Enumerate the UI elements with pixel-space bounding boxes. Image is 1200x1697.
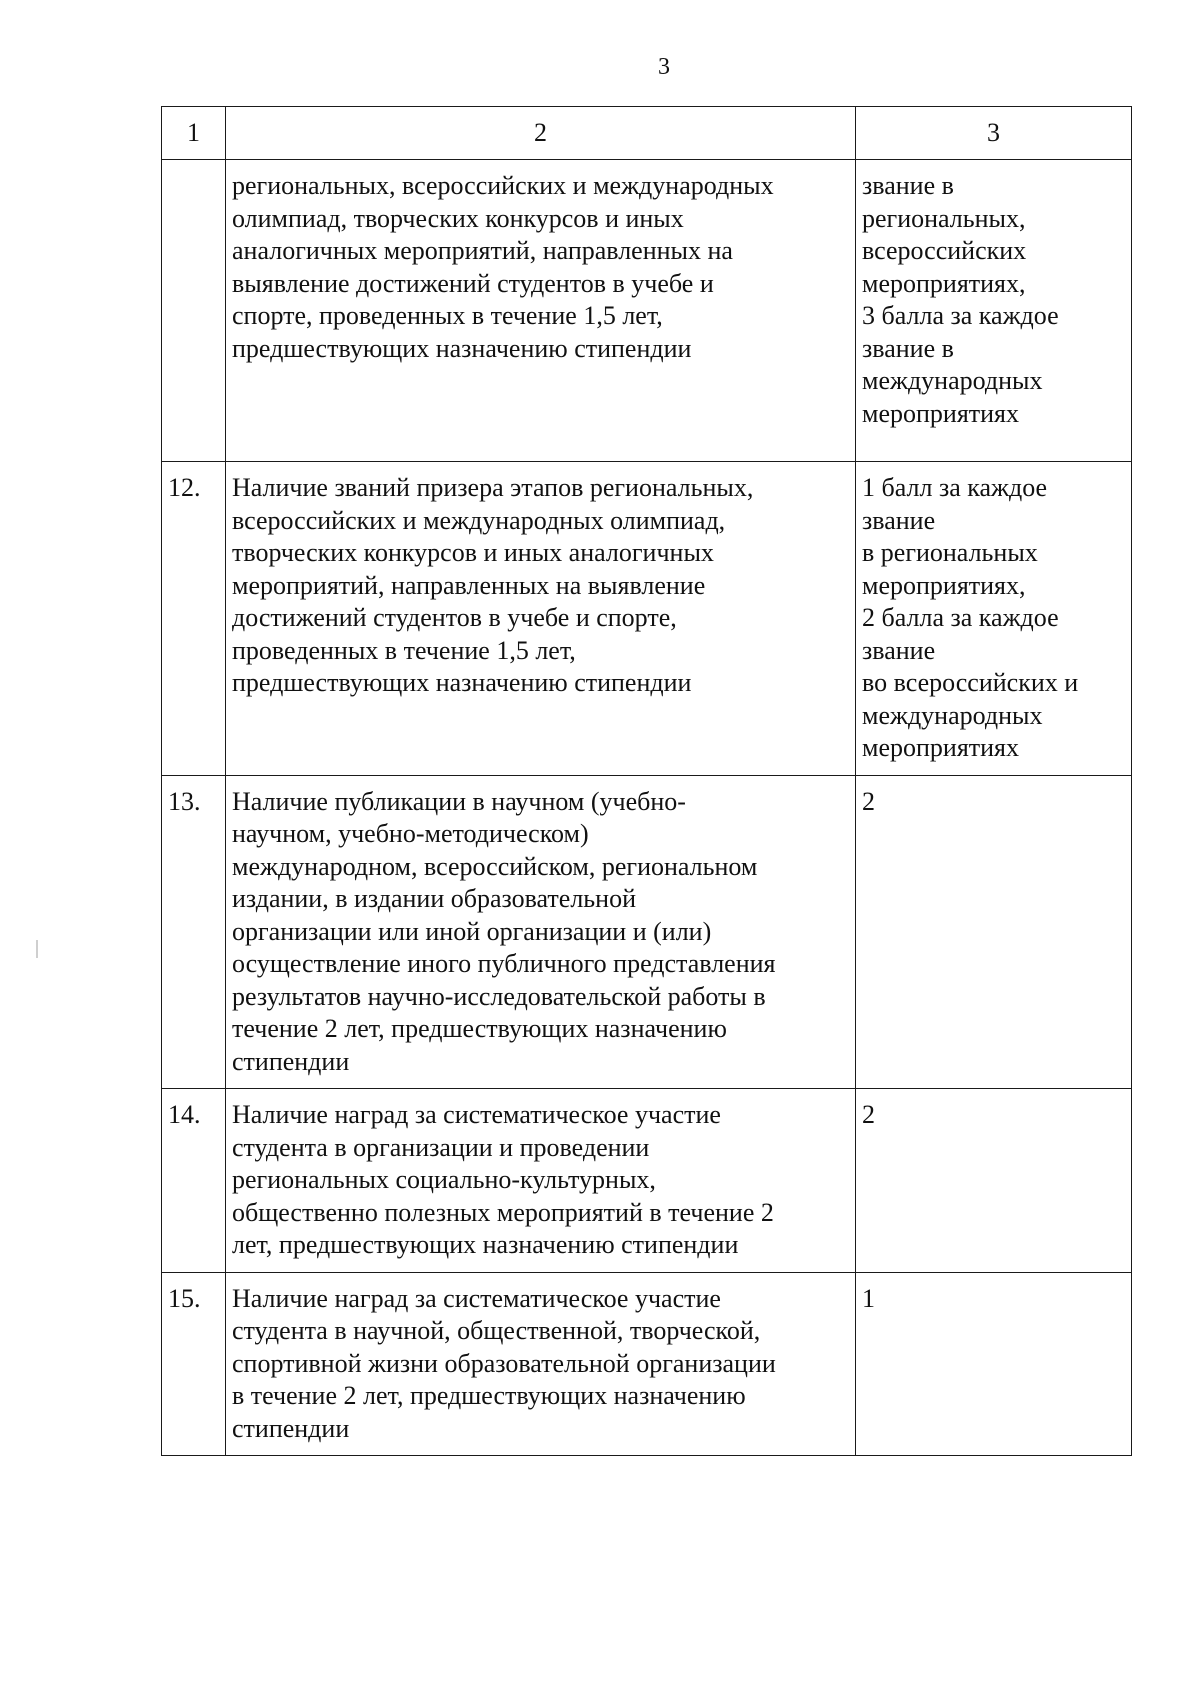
- row-number: 15.: [162, 1272, 226, 1456]
- header-cell-2: 2: [226, 107, 856, 160]
- row-description: Наличие званий призера этапов региональных, всероссийских и международных олимпиад, творческих конкурсов и иных аналогичных мероприятий, направленных на выявление достижений студентов в учебе и спорте, проведенных в течение 1,5 лет, предшествующих назначению стипендии: [226, 462, 856, 776]
- row-score: 2: [856, 775, 1132, 1089]
- table-row: [162, 775, 1132, 1089]
- row-description: Наличие наград за систематическое участие студента в организации и проведении региональных социально-культурных, общественно полезных мероприятий в течение 2 лет, предшествующих назначению стипендии: [226, 1089, 856, 1273]
- header-cell-1: 1: [162, 107, 226, 160]
- criteria-table: [161, 106, 1132, 1456]
- row-description: региональных, всероссийских и международных олимпиад, творческих конкурсов и иных аналогичных мероприятий, направленных на выявление достижений студентов в учебе и спорте, проведенных в течение 1,5 лет, предшествующих назначению стипендии: [226, 160, 856, 462]
- row-number: [162, 160, 226, 462]
- row-description: Наличие наград за систематическое участие студента в научной, общественной, творческой, спортивной жизни образовательной организации в течение 2 лет, предшествующих назначению стипендии: [226, 1272, 856, 1456]
- scan-artifact: [36, 940, 38, 958]
- row-description: Наличие публикации в научном (учебно- научном, учебно-методическом) международном, всероссийском, региональном издании, в издании образовательной организации или иной организации и (или) осуществление иного публичного представления результатов научно-исследовательской работы в течение 2 лет, предшествующих назначению стипендии: [226, 775, 856, 1089]
- row-score: 2: [856, 1089, 1132, 1273]
- row-number: 13.: [162, 775, 226, 1089]
- row-score: 1: [856, 1272, 1132, 1456]
- table-row: [162, 160, 1132, 462]
- page-number: 3: [658, 54, 670, 80]
- header-cell-3: 3: [856, 107, 1132, 160]
- row-number: 12.: [162, 462, 226, 776]
- table-row: [162, 1089, 1132, 1273]
- table-row: [162, 1272, 1132, 1456]
- table-header-row: [162, 107, 1132, 160]
- row-score: звание в региональных, всероссийских мероприятиях, 3 балла за каждое звание в международных мероприятиях: [856, 160, 1132, 462]
- row-score: 1 балл за каждое звание в региональных мероприятиях, 2 балла за каждое звание во всероссийских и международных мероприятиях: [856, 462, 1132, 776]
- row-number: 14.: [162, 1089, 226, 1273]
- table-row: [162, 462, 1132, 776]
